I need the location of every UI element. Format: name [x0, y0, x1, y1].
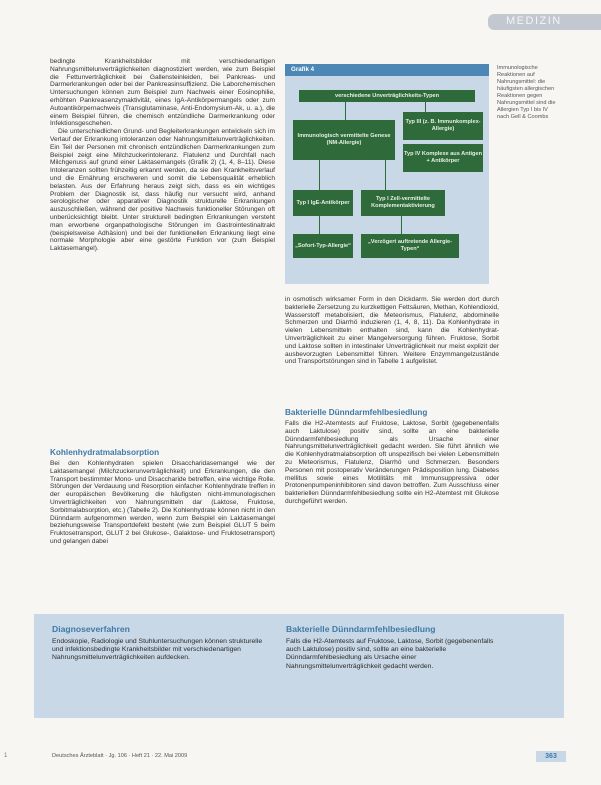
- summary-right-title: Bakterielle Dünndarmfehlbesiedlung: [286, 624, 436, 634]
- right-paragraph-2: Falls die H2-Atemtests auf Fruktose, Laktose, Sorbit (gegebenenfalls auch Laktulose) positiv sind, sollte an eine bakterielle Dünndarmfehlbesiedlung als Ursache einer Nahrungsmittelunverträglichkeit gedacht werden. Sie führt ähnlich wie die Kohlenhydratmalabsorption oft unspezifisch bei vielen Lebensmitteln zu Meteorismus, Flatulenz, Diarrhö und Schmerzen. Besonders Personen mit postoperativ Veränderungen Prädisposition lung. Diabetes mellitus sowie eines Motilitäts mit Immunsuppressiva oder Protonenpumpeninhibitoren sind davon betroffen. Zum Ausschluss einer bakteriellen Dünndarmfehlbesiedlung sollte ein H2-Atemtest mit Glukose durchgeführt werden.: [285, 420, 499, 505]
- figure-grafik: [285, 64, 489, 284]
- left-column-lower: [50, 460, 275, 546]
- box-sofort: „Sofort-Typ-Allergie“: [293, 234, 353, 258]
- arrow-3: [319, 160, 320, 190]
- sidenote: Immunologische Reaktionen auf Nahrungsmittel: die häufigsten allergischen Reaktionen gegen Nahrungsmittel sind die Allergien Typ I bis IV nach Gell & Coombs: [497, 65, 556, 120]
- section-tab: [488, 14, 601, 30]
- page-number: 363: [536, 751, 566, 762]
- box-spaet: „Verzögert auftretende Allergie-Typen“: [361, 234, 459, 258]
- figure-header: [285, 64, 489, 76]
- heading-bakterielle: Bakterielle Dünndarmfehlbesiedlung: [285, 408, 428, 417]
- right-column-lower: [285, 420, 499, 506]
- left-paragraph-1: bedingte Krankheitsbilder mit verschiedenartigen Nahrungsmittelunverträglichkeiten diagnostiziert werden, wie zum Beispiel die Fettunverträglichkeit bei Gallensteinleiden, bei Pankreas- und Darmerkrankungen oder bei der Pankreasinsuffizienz. Die Laborchemischen Untersuchungen können zum Beispiel zum Nachweis einer Eosinophilie, erhöhten Pankreasenzymaktivität, eines IgA-Antikörpermangels oder zum Autoantikörpernachweis (Transglutaminase, Anti-Endomysium-Ak, u. a.), die einem Beispiel führen, die chemisch entzündliche Darmerkrankung oder Infektionsgeschehen.: [50, 58, 275, 128]
- figure-label: Grafik 4: [291, 66, 315, 73]
- box-type1a: Typ I IgE-Antikörper: [293, 190, 353, 216]
- box-top: verschiedene Unverträglichkeits-Typen: [299, 90, 475, 102]
- arrow-1: [345, 102, 346, 120]
- left-paragraph-3: Bei den Kohlenhydraten spielen Disaccharidasemangel wie der Laktasemangel (Milchzuckerunverträglichkeit) und Erkrankungen, die den Transport bestimmter Mono- und Disaccharide betreffen, eine wichtige Rolle. Störungen der Verdauung und Resorption einfacher Kohlenhydrate treffen in der europäischen Bevölkerung die häufigsten nicht-immunologischen Unverträglichkeiten von Nahrungsmitteln dar (Laktose, Fruktose, Sorbitmalabsorption, etc.) (Tabelle 2). Die Kohlenhydrate können nicht in den Dünndarm aufgenommen werden, wenn zum Beispiel ein Laktasemangel beziehungsweise Transportdefekt besteht (wie zum Beispiel GLUT 5 beim Fruktosetransport, GLUT 2 bei Glukose-, Galaktose- und Fruktosetransport) und gelangen dabei: [50, 460, 275, 545]
- arrow-5: [319, 216, 320, 234]
- box-type3: Typ III (z. B. Immunkomplex-Allergie): [403, 112, 483, 140]
- arrow-2: [425, 102, 426, 112]
- right-column: [285, 296, 499, 366]
- box-immuno: Immunologisch vermittelte Genese (NM-Allergie): [293, 120, 395, 160]
- summary-left-title: Diagnoseverfahren: [52, 624, 130, 634]
- box-type4: Typ IV Komplexe aus Antigen + Antikörper: [403, 144, 483, 172]
- arrow-4: [385, 160, 386, 190]
- margin-mark: 1: [4, 753, 8, 759]
- right-paragraph-1: in osmotisch wirksamer Form in den Dickdarm. Sie werden dort durch bakterielle Zersetzung zu kurzkettigen Fettsäuren, Methan, Kohlendioxid, Wasserstoff metabolisiert, die Meteorismus, Flatulenz, abdominelle Schmerzen und Diarrhö induzieren (1, 4, 8, 11). Da Kohlenhydrate in vielen Lebensmitteln enthalten sind, kann die Kohlenhydrat-Unverträglichkeit zu einer Mangelversorgung führen. Fruktose, Sorbit und Laktose sollten in intestinaler Unverträglichkeit nur meist explizit der ausbevorzugten Lebensmittel führen. Weitere Enzymmangelzustände und Transportstörungen sind in Tabelle 1 aufgelistet.: [285, 296, 499, 366]
- summary-band: [34, 614, 564, 718]
- section-label: MEDIZIN: [506, 15, 562, 27]
- footer-citation: Deutsches Ärzteblatt · Jg. 106 · Heft 21 · 22. Mai 2009: [52, 753, 188, 759]
- left-column: [50, 58, 275, 253]
- summary-right-text: Falls die H2-Atemtests auf Fruktose, Laktose, Sorbit (gegebenenfalls auch Laktulose) positiv sind, sollte an eine bakterielle Dünndarmfehlbesiedlung als Ursache einer Nahrungsmittelunverträglichkeit gedacht werden.: [286, 638, 494, 670]
- summary-left-text: Endoskopie, Radiologie und Stuhluntersuchungen können strukturelle und infektionsbedingte Krankheitsbilder mit verschiedenartigen Nahrungsmittelunverträglichkeiten aufdecken.: [52, 638, 263, 662]
- arrow-6: [401, 216, 402, 234]
- heading-kohlenhydrat: Kohlenhydratmalabsorption: [50, 448, 160, 457]
- left-paragraph-2: Die unterschiedlichen Grund- und Begleiterkrankungen entwickeln sich im Verlauf der Erkrankung intoleranzen oder Nahrungsmittelunverträglichkeiten. Ein Teil der Personen mit chronisch entzündlichen Darmerkrankungen zum Beispiel zeigt eine Milchzuckerintoleranz. Flatulenz und Durchfall nach Milchgenuss auf grund einer Laktasemangels (Grafik 2) (1, 4, 8–11). Diese Intoleranzen sollten frühzeitig erkannt werden, da sie den Krankheitsverlauf und die Ernährung erschweren und somit die Lebensqualität erheblich belasten. Aus der Erfahrung heraus zeigt sich, dass es ein wichtiges Problem der Diagnostik ist, dass häufig nur versucht wird, anhand serologischer oder apparativer Diagnostik strukturelle Erkrankungen auszuschließen, während der positive Nachweis funktioneller Störungen oft unberücksichtigt bleibt. Unter strukturell bedingten Erkrankungen versteht man erworbene organpathologische Störungen im Gastrointestinaltrakt (beispielsweise Adhäsion) und bei der funktionellen Erkrankung liegt eine normale Morphologie aber eine gestörte Funktion vor (zum Beispiel Laktasemangel).: [50, 128, 275, 253]
- box-type1b: Typ I Zell-vermittelte Komplementaktivierung: [361, 190, 445, 216]
